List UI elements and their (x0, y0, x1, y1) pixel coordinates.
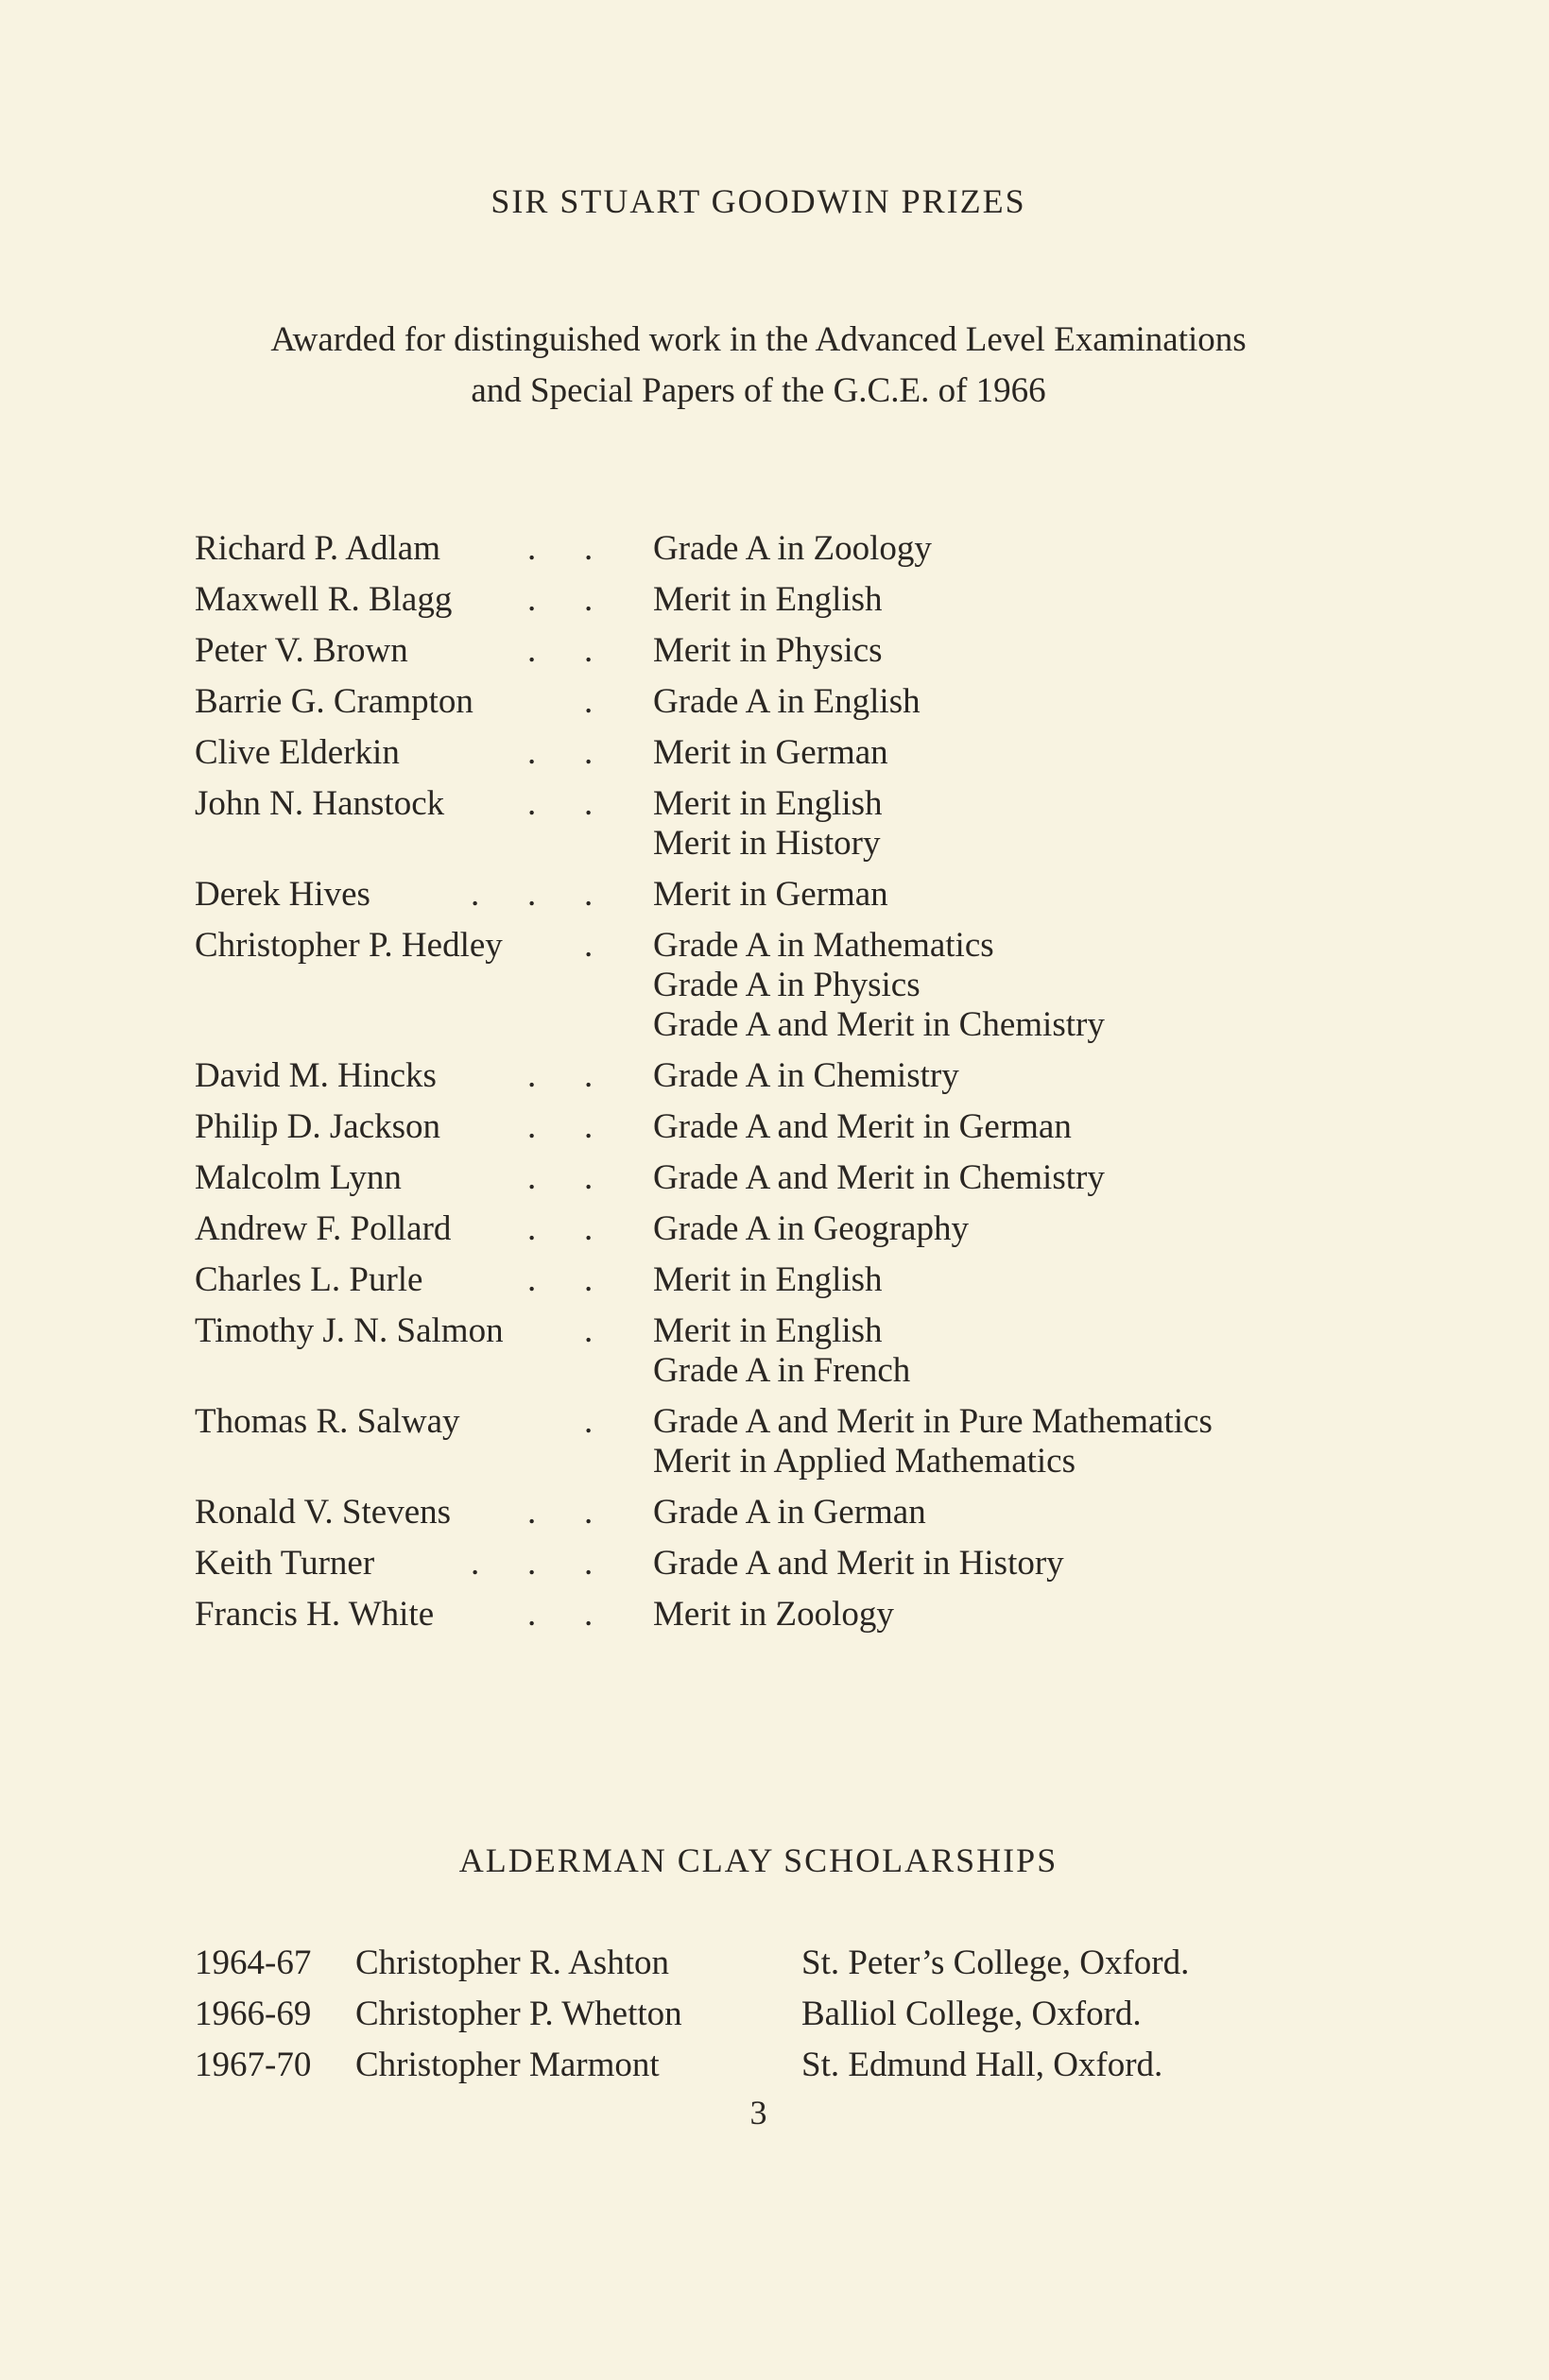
prize-recipient-name: Francis H. White (195, 1595, 435, 1634)
leader-dot: . (527, 733, 537, 772)
prize-recipient-name: David M. Hincks (195, 1056, 437, 1095)
leader-dot: . (527, 1107, 537, 1146)
award-line: Grade A and Merit in Pure Mathematics (653, 1402, 1213, 1441)
prize-recipient-name: Christopher P. Hedley (195, 926, 503, 965)
award-line: Grade A and Merit in German (653, 1107, 1072, 1146)
scholarship-years: 1964-67 (195, 1943, 312, 1982)
leader-dot: . (584, 926, 594, 965)
prize-awards (653, 926, 1105, 1045)
leader-dot: . (527, 1595, 537, 1634)
prizes-intro (0, 315, 1517, 417)
prize-awards (653, 1260, 883, 1300)
award-line: Grade A and Merit in Chemistry (653, 1158, 1105, 1197)
prize-recipient-name: Keith Turner (195, 1544, 375, 1583)
prize-recipient-name: Richard P. Adlam (195, 529, 441, 568)
prize-recipient-name: Clive Elderkin (195, 733, 400, 772)
scholarship-years: 1966-69 (195, 1995, 312, 2033)
leader-dot: . (584, 580, 594, 619)
prize-awards (653, 1056, 959, 1096)
prize-awards (653, 631, 883, 671)
award-line: Merit in German (653, 733, 888, 772)
prize-awards (653, 1402, 1213, 1481)
prize-awards (653, 1209, 969, 1249)
prizes-intro-line-2: and Special Papers of the G.C.E. of 1966 (471, 371, 1046, 410)
prize-recipient-name: Malcolm Lynn (195, 1158, 402, 1197)
prize-recipient-name: Andrew F. Pollard (195, 1209, 452, 1248)
award-line: Grade A in Physics (653, 966, 921, 1004)
prizes-heading: SIR STUART GOODWIN PRIZES (491, 182, 1026, 220)
leader-dot: . (584, 784, 594, 823)
award-line: Merit in German (653, 875, 888, 914)
prize-recipient-name: Ronald V. Stevens (195, 1493, 452, 1532)
award-line: Merit in English (653, 1260, 883, 1299)
award-line: Merit in Applied Mathematics (653, 1442, 1076, 1481)
leader-dot: . (527, 631, 537, 670)
prize-awards (653, 1311, 910, 1391)
award-line: Merit in English (653, 1311, 883, 1350)
leader-dot: . (584, 1493, 594, 1532)
prize-recipient-name: Barrie G. Crampton (195, 682, 473, 721)
award-line: Grade A in French (653, 1351, 911, 1390)
page-number: 3 (749, 2094, 767, 2132)
prize-awards (653, 1107, 1072, 1147)
leader-dot: . (471, 1544, 480, 1583)
prize-awards (653, 733, 888, 773)
award-line: Grade A in Zoology (653, 529, 932, 568)
leader-dot: . (584, 631, 594, 670)
scholarship-years: 1967-70 (195, 2046, 312, 2084)
prize-awards (653, 875, 888, 915)
scholarship-holder: Christopher R. Ashton (355, 1943, 669, 1982)
award-line: Grade A in German (653, 1493, 926, 1532)
leader-dot: . (527, 875, 537, 914)
leader-dot: . (527, 1544, 537, 1583)
leader-dot: . (584, 733, 594, 772)
prize-recipient-name: Philip D. Jackson (195, 1107, 441, 1146)
prize-awards (653, 682, 921, 722)
prize-awards (653, 1595, 894, 1635)
scholarship-college: St. Peter’s College, Oxford. (801, 1943, 1190, 1982)
leader-dot: . (584, 1311, 594, 1350)
leader-dot: . (584, 1158, 594, 1197)
award-line: Grade A and Merit in History (653, 1544, 1064, 1583)
award-line: Grade A and Merit in Chemistry (653, 1005, 1105, 1044)
leader-dot: . (527, 580, 537, 619)
leader-dot: . (527, 1209, 537, 1248)
leader-dot: . (584, 682, 594, 721)
award-line: Grade A in Chemistry (653, 1056, 959, 1095)
prizes-intro-line-1: Awarded for distinguished work in the Advanced Level Examinations (270, 320, 1247, 359)
award-line: Grade A in Mathematics (653, 926, 994, 965)
scholarship-holder: Christopher P. Whetton (355, 1995, 682, 2033)
leader-dot: . (584, 1260, 594, 1299)
prize-awards (653, 580, 883, 620)
leader-dot: . (584, 1056, 594, 1095)
leader-dot: . (584, 1595, 594, 1634)
scholarship-holder: Christopher Marmont (355, 2046, 660, 2084)
award-line: Merit in Physics (653, 631, 883, 670)
prize-recipient-name: Charles L. Purle (195, 1260, 423, 1299)
prize-recipient-name: Timothy J. N. Salmon (195, 1311, 504, 1350)
leader-dot: . (527, 1056, 537, 1095)
leader-dot: . (471, 875, 480, 914)
prize-awards (653, 1158, 1105, 1198)
leader-dot: . (584, 1544, 594, 1583)
leader-dot: . (584, 1402, 594, 1441)
prize-recipient-name: Thomas R. Salway (195, 1402, 460, 1441)
prize-recipient-name: Maxwell R. Blagg (195, 580, 453, 619)
leader-dot: . (527, 784, 537, 823)
scholarships-heading: ALDERMAN CLAY SCHOLARSHIPS (458, 1841, 1058, 1879)
scholarship-college: Balliol College, Oxford. (801, 1995, 1142, 2033)
award-line: Merit in History (653, 824, 881, 863)
award-line: Merit in English (653, 784, 883, 823)
scholarship-college: St. Edmund Hall, Oxford. (801, 2046, 1163, 2084)
prize-awards (653, 529, 932, 569)
leader-dot: . (527, 529, 537, 568)
award-line: Grade A in English (653, 682, 921, 721)
leader-dot: . (584, 1209, 594, 1248)
prize-awards (653, 1493, 926, 1532)
leader-dot: . (584, 875, 594, 914)
award-line: Merit in Zoology (653, 1595, 894, 1634)
prize-awards (653, 1544, 1064, 1584)
prize-recipient-name: Peter V. Brown (195, 631, 408, 670)
leader-dot: . (527, 1260, 537, 1299)
leader-dot: . (527, 1493, 537, 1532)
prize-awards (653, 784, 883, 864)
leader-dot: . (584, 529, 594, 568)
award-line: Merit in English (653, 580, 883, 619)
leader-dot: . (527, 1158, 537, 1197)
prize-recipient-name: Derek Hives (195, 875, 370, 914)
leader-dot: . (584, 1107, 594, 1146)
prize-recipient-name: John N. Hanstock (195, 784, 445, 823)
award-line: Grade A in Geography (653, 1209, 969, 1248)
